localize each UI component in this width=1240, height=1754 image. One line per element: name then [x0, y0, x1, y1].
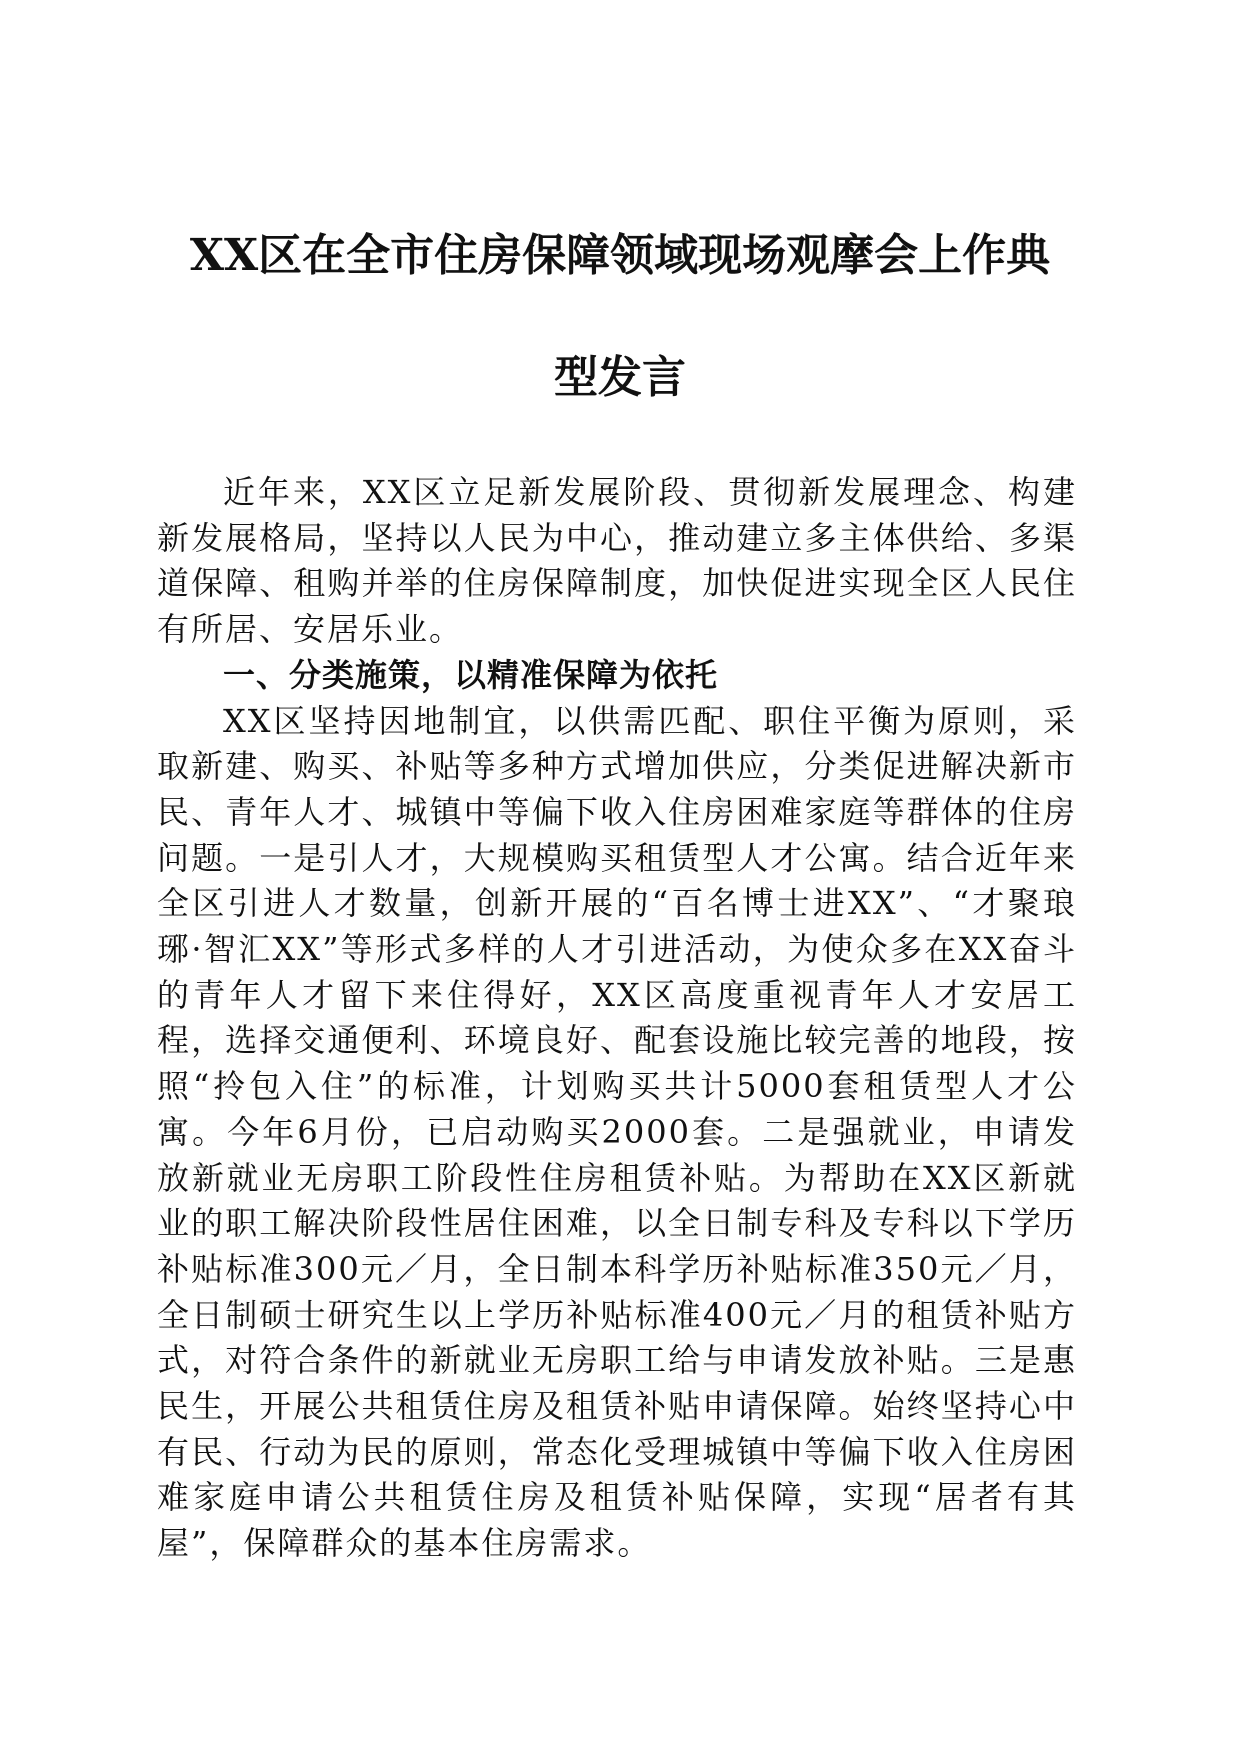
intro-paragraph: 近年来，XX区立足新发展阶段、贯彻新发展理念、构建新发展格局，坚持以人民为中心，推动建立多主体供给、多渠道保障、租购并举的住房保障制度，加快促进实现全区人民住有所居、安居乐业。: [157, 473, 1077, 649]
section-1-heading: 一、分类施策，以精准保障为依托: [223, 655, 719, 694]
document-title-line-1: XX区在全市住房保障领域现场观摩会上作典: [189, 230, 1051, 281]
section-1-paragraph: XX区坚持因地制宜，以供需匹配、职住平衡为原则，采取新建、购买、补贴等多种方式增加供应，分类促进解决新市民、青年人才、城镇中等偏下收入住房困难家庭等群体的住房问题。一是引人才，大规模购买租赁型人才公寓。结合近年来全区引进人才数量，创新开展的“百名博士进XX”、“才聚琅琊·智汇XX”等形式多样的人才引进活动，为使众多在XX奋斗的青年人才留下来住得好，XX区高度重视青年人才安居工程，选择交通便利、环境良好、配套设施比较完善的地段，按照“拎包入住”的标准，计划购买共计5000套租赁型人才公寓。今年6月份，已启动购买2000套。二是强就业，申请发放新就业无房职工阶段性住房租赁补贴。为帮助在XX区新就业的职工解决阶段性居住困难，以全日制专科及专科以下学历补贴标准300元／月，全日制本科学历补贴标准350元／月，全日制硕士研究生以上学历补贴标准400元／月的租赁补贴方式，对符合条件的新就业无房职工给与申请发放补贴。三是惠民生，开展公共租赁住房及租赁补贴申请保障。始终坚持心中有民、行动为民的原则，常态化受理城镇中等偏下收入住房困难家庭申请公共租赁住房及租赁补贴保障，实现“居者有其屋”，保障群众的基本住房需求。: [157, 701, 1077, 1563]
document-body: [157, 470, 1077, 1567]
document-title-line-2: 型发言: [554, 352, 686, 403]
